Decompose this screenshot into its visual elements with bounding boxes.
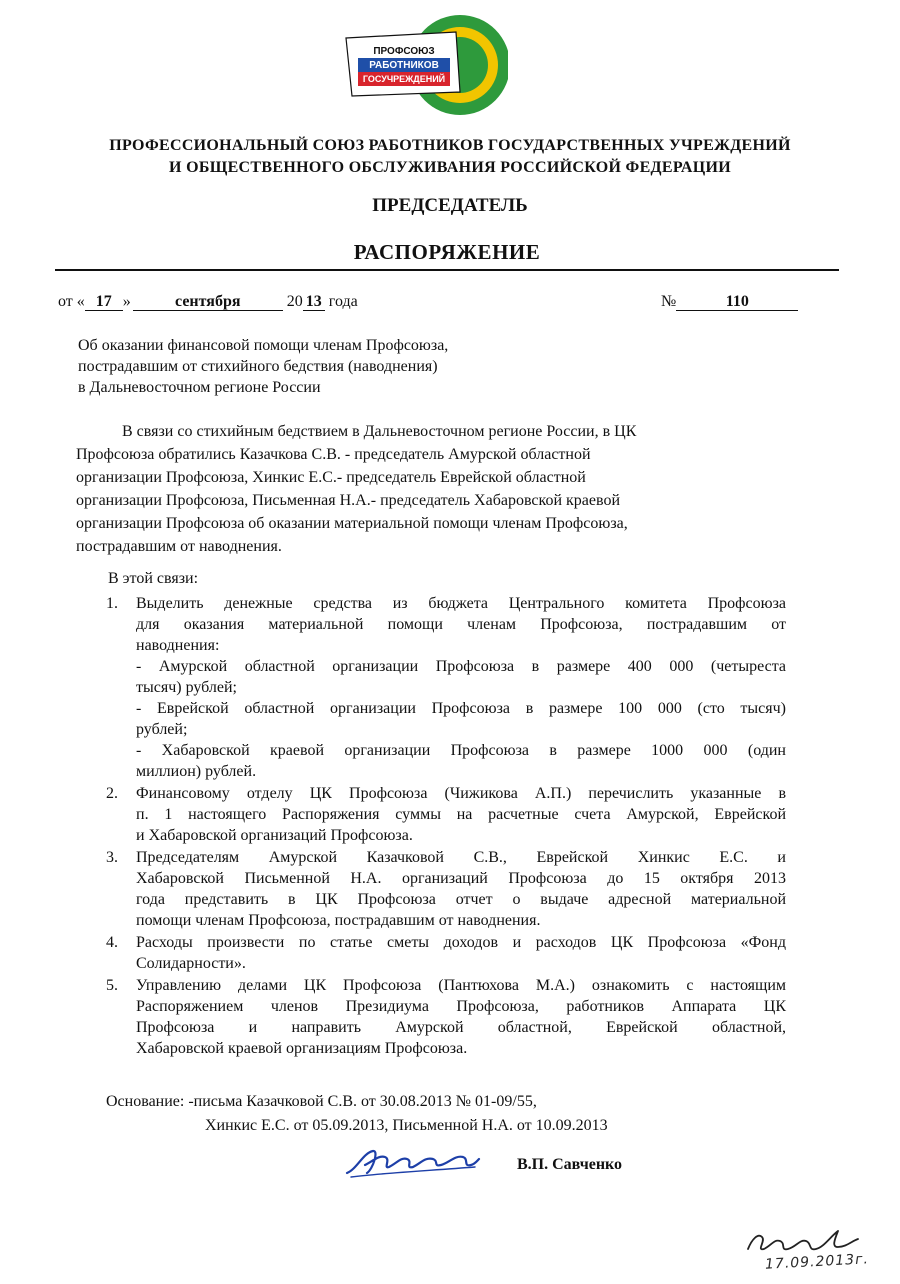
intro-line: Профсоюза обратились Казачкова С.В. - председатель Амурской областной [76, 446, 591, 463]
date-year-suffix: 13 [303, 293, 325, 311]
list-item-line: года представить в ЦК Профсоюза отчет о выдаче адресной материальной [136, 891, 786, 908]
subject-line: пострадавшим от стихийного бедствия (наводнения) [78, 358, 438, 375]
list-item-line: миллион) рублей. [136, 763, 257, 780]
list-item-line: Управлению делами ЦК Профсоюза (Пантюхова М.А.) ознакомить с настоящим [136, 977, 786, 994]
logo-line1: ПРОФСОЮЗ [373, 46, 435, 57]
signer-name: В.П. Савченко [517, 1156, 623, 1173]
basis-line: Основание: -письма Казачковой С.В. от 30.08.2013 № 01-09/55, [106, 1093, 537, 1110]
list-item [106, 593, 786, 782]
list-item-line: Профсоюза и направить Амурской областной, Еврейской областной, [136, 1019, 786, 1036]
list-item-line: Распоряжением членов Президиума Профсоюза, работников Аппарата ЦК [136, 998, 786, 1015]
document-subject [78, 335, 448, 398]
list-item-line: рублей; [136, 721, 188, 738]
date-prefix: от « [58, 293, 85, 310]
list-item [106, 932, 786, 974]
list-item-line: Выделить денежные средства из бюджета Центрального комитета Профсоюза [136, 595, 786, 612]
list-item-line: Расходы произвести по статье сметы доходов и расходов ЦК Профсоюза «Фонд [136, 934, 786, 951]
list-item-line: Хабаровской краевой организациям Профсоюза. [136, 1040, 468, 1057]
subject-line: Об оказании финансовой помощи членам Профсоюза, [78, 337, 449, 354]
date-year-prefix: 20 [286, 293, 303, 310]
organization-name-line1: ПРОФЕССИОНАЛЬНЫЙ СОЮЗ РАБОТНИКОВ ГОСУДАРСТВЕННЫХ УЧРЕЖДЕНИЙ [109, 137, 791, 154]
intro-line: В связи со стихийным бедствием в Дальневосточном регионе России, в ЦК [122, 423, 637, 440]
logo-line2: РАБОТНИКОВ [369, 60, 439, 71]
handwritten-visa-date: 17.09.2013г. [764, 1251, 870, 1273]
list-item [106, 975, 786, 1059]
list-item-line: помощи членам Профсоюза, пострадавшим от наводнения. [136, 912, 541, 929]
intro-line: пострадавшим от наводнения. [76, 538, 282, 555]
date-suffix: года [328, 293, 358, 310]
list-item-number: 3. [106, 849, 118, 866]
union-logo [338, 10, 508, 120]
position-title: ПРЕДСЕДАТЕЛЬ [372, 195, 528, 216]
number-label: № [661, 293, 677, 310]
organization-name [40, 135, 860, 179]
list-item-line: тысяч) рублей; [136, 679, 237, 696]
list-item-line: п. 1 настоящего Распоряжения суммы на расчетные счета Амурской, Еврейской [136, 806, 786, 823]
list-item-line: и Хабаровской организаций Профсоюза. [136, 827, 413, 844]
list-lead: В этой связи: [108, 570, 199, 587]
list-item [106, 847, 786, 931]
date-mid: » [122, 293, 131, 310]
date-day: 17 [85, 293, 123, 311]
logo-line3: ГОСУЧРЕЖДЕНИЙ [362, 74, 446, 84]
basis-line: Хинкис Е.С. от 05.09.2013, Письменной Н.А. от 10.09.2013 [205, 1117, 608, 1134]
list-item-line: для оказания материальной помощи членам Профсоюза, пострадавшим от [136, 616, 786, 633]
organization-name-line2: И ОБЩЕСТВЕННОГО ОБСЛУЖИВАНИЯ РОССИЙСКОЙ ФЕДЕРАЦИИ [169, 159, 731, 176]
intro-line: организации Профсоюза, Хинкис Е.С.- председатель Еврейской областной [76, 469, 586, 486]
list-item-line: Хабаровской Письменной Н.А. организаций Профсоюза до 15 октября 2013 [136, 870, 786, 887]
header-divider [55, 269, 839, 271]
list-item-line: - Амурской областной организации Профсоюза в размере 400 000 (четыреста [136, 658, 786, 675]
list-item-line: Председателям Амурской Казачковой С.В., Еврейской Хинкис Е.С. и [136, 849, 786, 866]
list-item-line: Солидарности». [136, 955, 246, 972]
list-item [106, 783, 786, 846]
document-number [661, 293, 798, 311]
list-item-number: 2. [106, 785, 118, 802]
list-item-line: Финансовому отделу ЦК Профсоюза (Чижикова А.П.) перечислить указанные в [136, 785, 786, 802]
list-item-line: наводнения: [136, 637, 220, 654]
intro-line: организации Профсоюза об оказании материальной помощи членам Профсоюза, [76, 515, 628, 532]
list-item-number: 4. [106, 934, 118, 951]
document-type-title: РАСПОРЯЖЕНИЕ [353, 240, 541, 264]
list-item-number: 1. [106, 595, 118, 612]
number-value: 110 [676, 293, 798, 311]
chairman-signature [343, 1143, 483, 1183]
list-item-number: 5. [106, 977, 118, 994]
subject-line: в Дальневосточном регионе России [78, 379, 321, 396]
basis-section [106, 1090, 608, 1138]
list-item-line: - Хабаровской краевой организации Профсоюза в размере 1000 000 (один [136, 742, 786, 759]
intro-paragraph [76, 420, 736, 558]
resolution-list [106, 593, 786, 1060]
document-date [58, 293, 358, 311]
intro-line: организации Профсоюза, Письменная Н.А.- председатель Хабаровской краевой [76, 492, 621, 509]
list-item-line: - Еврейской областной организации Профсоюза в размере 100 000 (сто тысяч) [136, 700, 786, 717]
date-month: сентября [133, 293, 283, 311]
